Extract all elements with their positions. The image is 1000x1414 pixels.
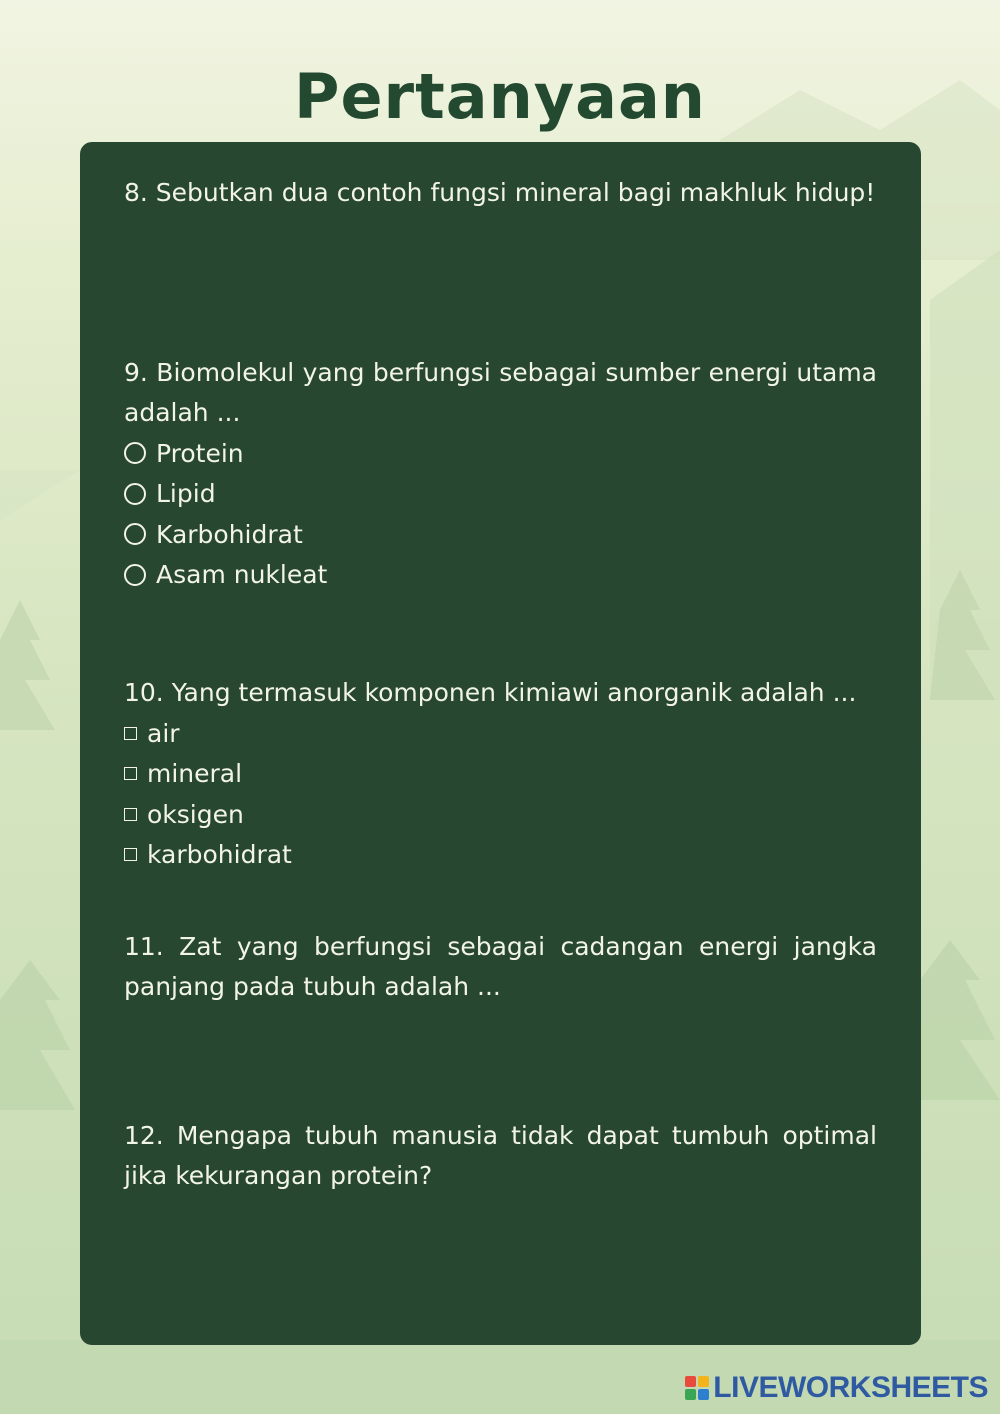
option-label: Asam nukleat bbox=[156, 560, 328, 590]
option-oksigen[interactable] bbox=[124, 794, 824, 835]
checkbox[interactable] bbox=[124, 727, 137, 740]
radio-button[interactable] bbox=[124, 564, 146, 586]
radio-button[interactable] bbox=[124, 483, 146, 505]
checkbox[interactable] bbox=[124, 767, 137, 780]
question-card bbox=[80, 142, 921, 1345]
liveworksheets-brand bbox=[685, 1370, 988, 1406]
option-label: air bbox=[147, 718, 180, 748]
question-9: 9. Biomolekul yang berfungsi sebagai sumber energi utama adalah ... bbox=[124, 358, 877, 427]
question-9-options bbox=[124, 433, 824, 595]
checkbox[interactable] bbox=[124, 808, 137, 821]
option-lipid[interactable] bbox=[124, 474, 824, 515]
brand-name: LIVEWORKSHEETS bbox=[713, 1371, 988, 1404]
page-title: Pertanyaan bbox=[294, 60, 706, 133]
question-10: 10. Yang termasuk komponen kimiawi anorganik adalah ... bbox=[124, 678, 857, 707]
question-10-options bbox=[124, 713, 824, 875]
option-label: mineral bbox=[147, 759, 243, 789]
option-label: Lipid bbox=[156, 479, 216, 509]
question-8: 8. Sebutkan dua contoh fungsi mineral bagi makhluk hidup! bbox=[124, 178, 876, 207]
question-12: 12. Mengapa tubuh manusia tidak dapat tumbuh optimal jika kekurangan protein? bbox=[124, 1121, 877, 1190]
option-protein[interactable] bbox=[124, 433, 824, 474]
option-karbohidrat[interactable] bbox=[124, 514, 824, 555]
option-air[interactable] bbox=[124, 713, 824, 754]
option-label: Protein bbox=[156, 438, 244, 468]
option-label: oksigen bbox=[147, 799, 244, 829]
option-label: Karbohidrat bbox=[156, 519, 303, 549]
option-karbohidrat[interactable] bbox=[124, 835, 824, 876]
option-asam-nukleat[interactable] bbox=[124, 555, 824, 596]
question-11: 11. Zat yang berfungsi sebagai cadangan energi jangka panjang pada tubuh adalah ... bbox=[124, 932, 877, 1001]
radio-button[interactable] bbox=[124, 442, 146, 464]
option-mineral[interactable] bbox=[124, 754, 824, 795]
liveworksheets-logo-icon bbox=[685, 1376, 709, 1400]
option-label: karbohidrat bbox=[147, 840, 292, 870]
radio-button[interactable] bbox=[124, 523, 146, 545]
checkbox[interactable] bbox=[124, 848, 137, 861]
